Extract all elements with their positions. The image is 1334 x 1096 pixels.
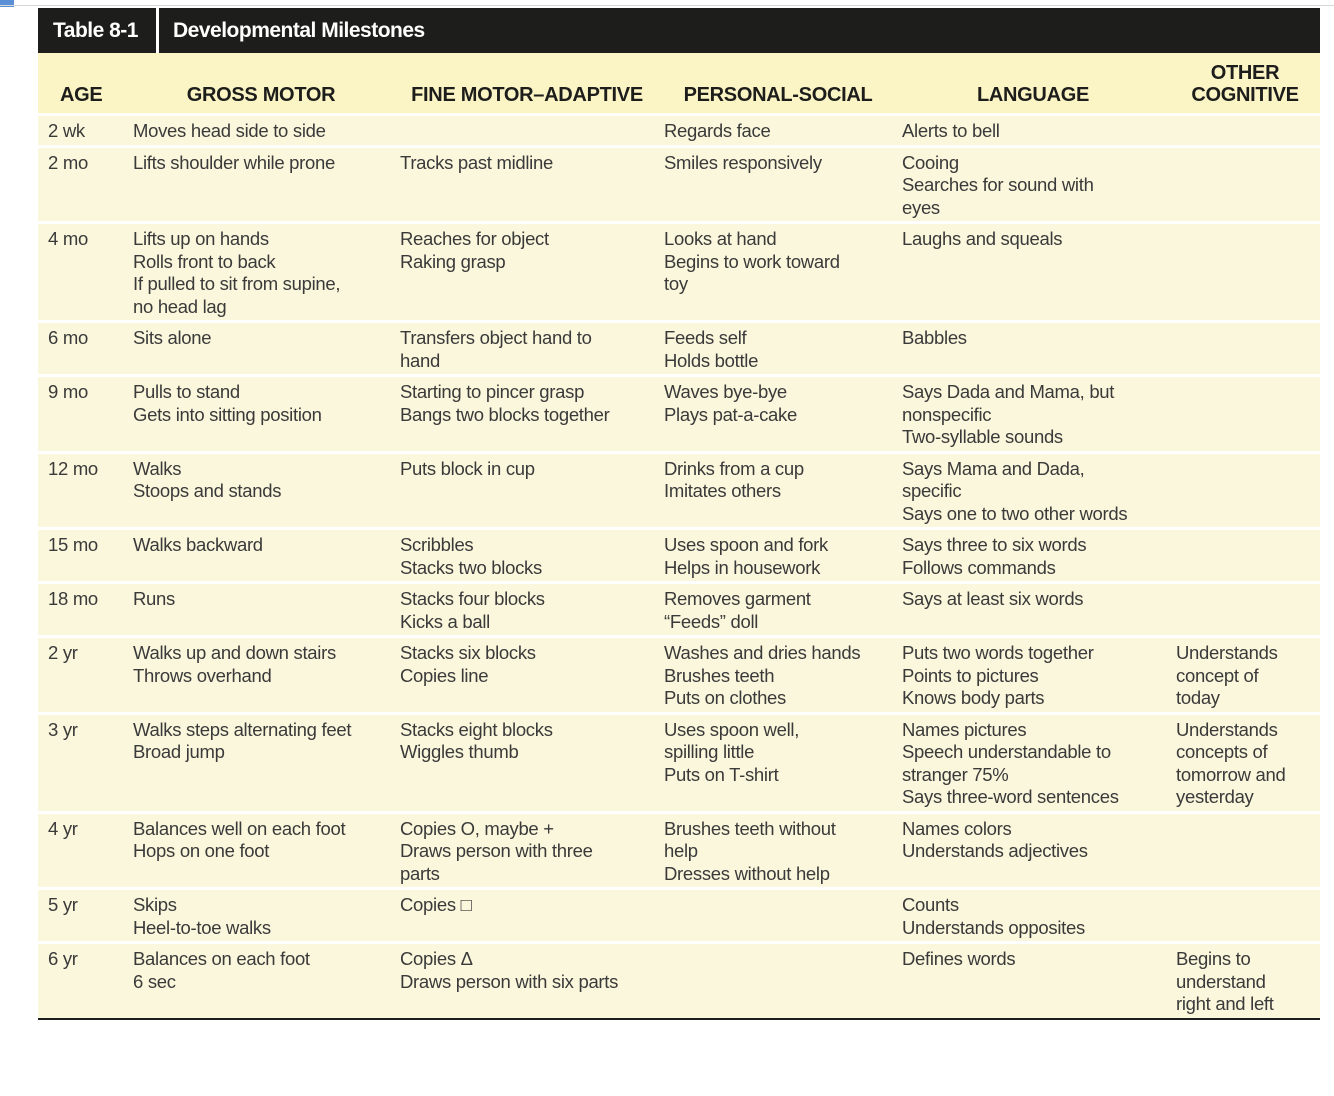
- cell-other-cognitive: [1170, 812, 1320, 889]
- cell-gross-motor: Runs: [133, 588, 175, 609]
- cell-other-cognitive: [1170, 322, 1320, 376]
- cell-fine-motor: Puts block in cup: [400, 457, 535, 479]
- cell-age: 18 mo: [48, 588, 98, 609]
- cell-fine-motor: Starting to pincer grasp Bangs two blocks together: [400, 381, 610, 425]
- milestones-table: [38, 53, 1320, 1020]
- cell-language: Alerts to bell: [902, 120, 1000, 141]
- cell-language: Names colors Understands adjectives: [902, 817, 1088, 861]
- header-gross-motor: GROSS MOTOR: [128, 53, 394, 115]
- cell-other-cognitive: [1170, 223, 1320, 322]
- cell-language: Puts two words together Points to pictures Knows body parts: [902, 642, 1094, 708]
- cell-fine-motor: Scribbles Stacks two blocks: [400, 534, 542, 578]
- cell-fine-motor: Stacks four blocks Kicks a ball: [400, 588, 545, 632]
- cell-personal-social: Looks at hand Begins to work toward toy: [664, 228, 840, 294]
- header-language: LANGUAGE: [896, 53, 1170, 115]
- cell-language: Defines words: [902, 948, 1016, 969]
- cell-age: 5 yr: [48, 894, 78, 915]
- cell-age: 6 yr: [48, 948, 78, 969]
- table-row: [38, 529, 1320, 583]
- cell-gross-motor: Walks backward: [133, 534, 263, 555]
- cell-gross-motor: Moves head side to side: [133, 120, 326, 141]
- cell-other-cognitive: [1170, 529, 1320, 583]
- cell-personal-social: Brushes teeth without help Dresses without help: [664, 817, 836, 884]
- cell-language: Says Dada and Mama, but nonspecific Two-syllable sounds: [902, 381, 1115, 447]
- table-number: Table 8-1: [53, 18, 138, 42]
- cell-age: 3 yr: [48, 718, 78, 740]
- cell-fine-motor: Copies Δ Draws person with six parts: [400, 948, 619, 992]
- header-age: AGE: [38, 53, 128, 115]
- cell-gross-motor: Balances well on each foot Hops on one foot: [133, 817, 346, 861]
- milestones-table-container: [38, 8, 1320, 1020]
- table-row: [38, 812, 1320, 889]
- table-row: [38, 452, 1320, 529]
- cell-age: 4 mo: [48, 228, 88, 249]
- cell-language: Counts Understands opposites: [902, 894, 1085, 938]
- cell-fine-motor: [394, 115, 660, 147]
- cell-other-cognitive: [1170, 115, 1320, 147]
- cell-personal-social: Uses spoon and fork Helps in housework: [664, 534, 828, 578]
- cell-personal-social: Smiles responsively: [664, 151, 822, 173]
- cell-language: Names pictures Speech understandable to stranger 75% Says three-word sentences: [902, 718, 1119, 807]
- cell-other-cognitive: [1170, 889, 1320, 943]
- cell-age: 4 yr: [48, 817, 78, 839]
- cell-language: Laughs and squeals: [902, 228, 1063, 249]
- cell-personal-social: Uses spoon well, spilling little Puts on T-shirt: [664, 718, 800, 785]
- cell-fine-motor: Transfers object hand to hand: [400, 327, 592, 371]
- header-personal-social: PERSONAL-SOCIAL: [660, 53, 896, 115]
- cell-language: Cooing Searches for sound with eyes: [902, 151, 1094, 218]
- table-row: [38, 322, 1320, 376]
- cell-personal-social: Waves bye-bye Plays pat-a-cake: [664, 381, 797, 425]
- cell-other-cognitive: [1170, 452, 1320, 529]
- cell-personal-social: Washes and dries hands Brushes teeth Puts on clothes: [664, 642, 861, 708]
- cell-fine-motor: Copies O, maybe + Draws person with three parts: [400, 817, 593, 884]
- cell-age: 6 mo: [48, 327, 88, 348]
- cell-gross-motor: Pulls to stand Gets into sitting position: [133, 381, 322, 425]
- cell-gross-motor: Walks steps alternating feet Broad jump: [133, 718, 352, 762]
- cell-age: 15 mo: [48, 534, 98, 555]
- header-fine-motor: FINE MOTOR–ADAPTIVE: [394, 53, 660, 115]
- table-row: [38, 637, 1320, 714]
- table-row: [38, 146, 1320, 223]
- cell-personal-social: Drinks from a cup Imitates others: [664, 457, 804, 501]
- table-row: [38, 223, 1320, 322]
- header-row: [38, 53, 1320, 115]
- cell-age: 2 wk: [48, 120, 85, 141]
- cell-other-cognitive: [1170, 583, 1320, 637]
- cell-fine-motor: Tracks past midline: [400, 151, 553, 173]
- table-row: [38, 583, 1320, 637]
- cell-fine-motor: Reaches for object Raking grasp: [400, 228, 549, 272]
- cell-personal-social: [660, 889, 896, 943]
- cell-language: Says Mama and Dada, specific Says one to two other words: [902, 457, 1128, 524]
- table-row: [38, 115, 1320, 147]
- cell-age: 12 mo: [48, 457, 98, 479]
- cell-other-cognitive: [1170, 146, 1320, 223]
- cell-gross-motor: Lifts up on hands Rolls front to back If pulled to sit from supine, no head lag: [133, 228, 341, 317]
- table-row: [38, 376, 1320, 453]
- cell-language: Says three to six words Follows commands: [902, 534, 1087, 578]
- cell-language: Babbles: [902, 327, 967, 348]
- cell-personal-social: [660, 943, 896, 1019]
- cell-gross-motor: Lifts shoulder while prone: [133, 151, 335, 173]
- cell-language: Says at least six words: [902, 588, 1084, 609]
- cell-other-cognitive: [1170, 376, 1320, 453]
- cell-personal-social: Regards face: [664, 120, 771, 141]
- cell-fine-motor: Stacks eight blocks Wiggles thumb: [400, 718, 553, 762]
- header-other-cognitive: OTHER COGNITIVE: [1170, 53, 1320, 115]
- table-title-bar: [38, 8, 1320, 53]
- cell-gross-motor: Skips Heel-to-toe walks: [133, 894, 271, 938]
- cell-age: 9 mo: [48, 381, 88, 402]
- cell-personal-social: Removes garment “Feeds” doll: [664, 588, 811, 632]
- cell-gross-motor: Balances on each foot 6 sec: [133, 948, 310, 992]
- cell-other-cognitive: Understands concept of today: [1176, 642, 1278, 708]
- cell-age: 2 yr: [48, 642, 78, 663]
- table-row: [38, 943, 1320, 1019]
- cell-gross-motor: Sits alone: [133, 327, 212, 348]
- cell-fine-motor: Stacks six blocks Copies line: [400, 642, 536, 686]
- table-row: [38, 713, 1320, 812]
- cell-other-cognitive: Begins to understand right and left: [1176, 948, 1274, 1014]
- cell-personal-social: Feeds self Holds bottle: [664, 327, 759, 371]
- cell-other-cognitive: Understands concepts of tomorrow and yesterday: [1176, 718, 1286, 807]
- cell-fine-motor: Copies □: [400, 894, 472, 915]
- cell-gross-motor: Walks up and down stairs Throws overhand: [133, 642, 336, 686]
- cell-gross-motor: Walks Stoops and stands: [133, 457, 282, 501]
- top-divider: [0, 5, 1334, 6]
- table-title: Developmental Milestones: [173, 18, 425, 42]
- table-row: [38, 889, 1320, 943]
- cell-age: 2 mo: [48, 151, 88, 173]
